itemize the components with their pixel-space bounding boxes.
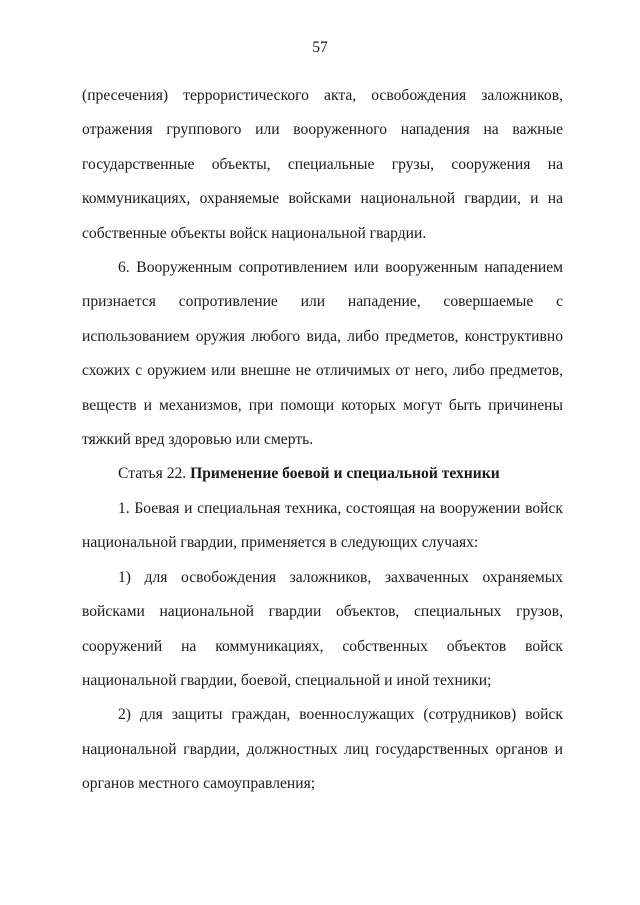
article-title: Применение боевой и специальной техники: [190, 465, 500, 483]
article-heading: [82, 457, 563, 491]
page-number: 57: [312, 39, 328, 56]
article-subitem-2: 2) для защиты граждан, военнослужащих (сотрудников) войск национальной гвардии, должностных лиц государственных органов и органов местного самоуправления;: [82, 706, 563, 793]
paragraph-item-6: 6. Вооруженным сопротивлением или вооруженным нападением признается сопротивление или нападение, совершаемые с использованием оружия любого вида, либо предметов, конструктивно схожих с оружием или внешне не отличимых от него, либо предметов, веществ и механизмов, при помощи которых могут быть причинены тяжкий вред здоровью или смерть.: [82, 259, 563, 449]
article-paragraph-1: 1. Боевая и специальная техника, состоящая на вооружении войск национальной гвардии, применяется в следующих случаях:: [82, 499, 563, 552]
article-label: Статья 22.: [118, 465, 191, 483]
article-subitem-1: 1) для освобождения заложников, захваченных охраняемых войсками национальной гвардии объектов, специальных грузов, сооружений на коммуникациях, собственных объектов войск национальной гвардии, боевой, специальной и иной техники;: [82, 568, 563, 689]
document-body: [82, 79, 563, 802]
paragraph-continuation: (пресечения) террористического акта, освобождения заложников, отражения группового или вооруженного нападения на важные государственные объекты, специальные грузы, сооружения на коммуникациях, охраняемые войсками национальной гвардии, и на собственные объекты войск национальной гвардии.: [82, 87, 563, 242]
